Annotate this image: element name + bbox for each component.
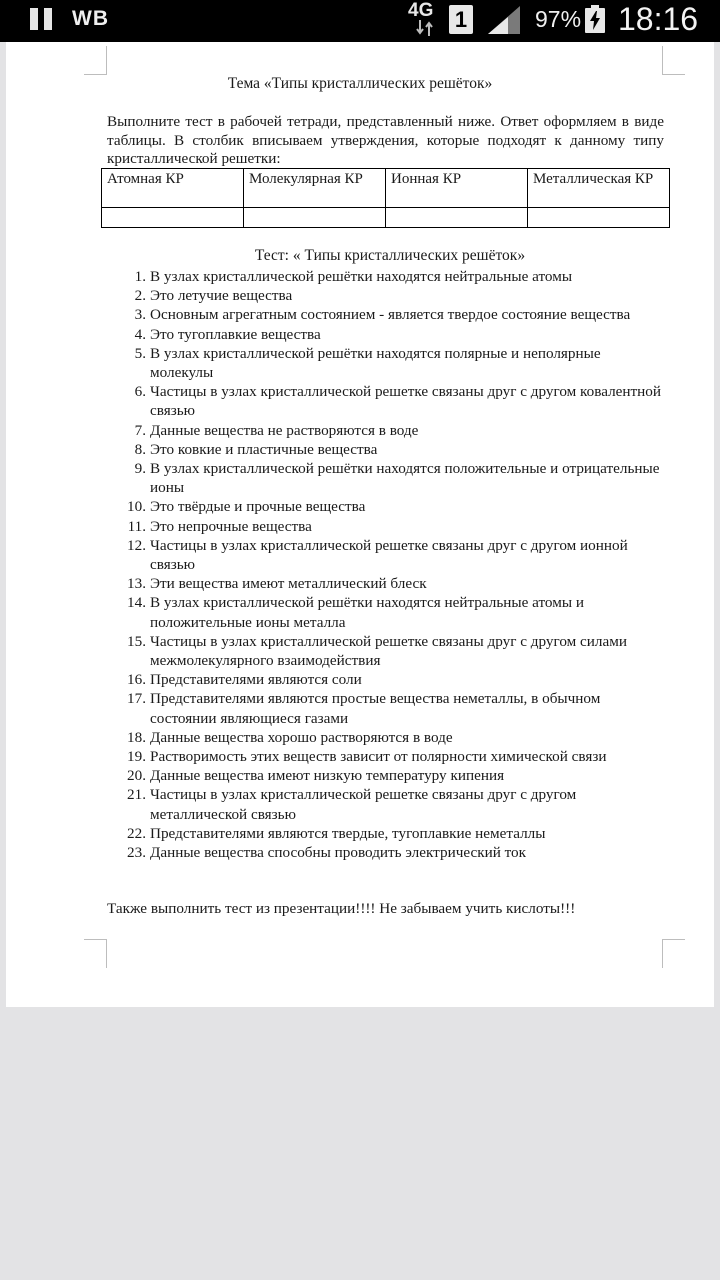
item-text: Частицы в узлах кристаллической решетке связаны друг с другом ковалентной связью	[150, 383, 662, 420]
item-text: В узлах кристаллической решётки находятся полярные и неполярные молекулы	[150, 344, 601, 382]
status-bar	[0, 0, 720, 42]
test-title: Тест: « Типы кристаллических решёток»	[254, 247, 526, 264]
margin-corner-marker	[84, 46, 107, 75]
item-number: 9.	[134, 460, 146, 478]
list-item	[126, 843, 666, 862]
list-item	[126, 344, 666, 382]
test-items-list	[126, 267, 666, 862]
list-item	[126, 286, 666, 305]
margin-corner-marker	[662, 939, 685, 968]
list-item	[126, 632, 666, 670]
item-text: Растворимость этих веществ зависит от полярности химической связи	[150, 748, 607, 766]
item-text: Это непрочные вещества	[150, 517, 312, 535]
list-item	[126, 440, 666, 459]
document-title: Тема «Типы кристаллических решёток»	[227, 75, 493, 92]
item-text: В узлах кристаллической решётки находятся нейтральные атомы и положительные ионы металла	[150, 594, 584, 631]
network-type-label: 4G	[408, 0, 434, 21]
item-number: 5.	[134, 344, 146, 362]
item-number: 14.	[127, 594, 146, 612]
item-text: Данные вещества способны проводить электрический ток	[150, 844, 527, 862]
item-text: Данные вещества не растворяются в воде	[150, 421, 419, 439]
item-number: 7.	[134, 421, 146, 439]
item-number: 20.	[127, 767, 146, 785]
network-type-icon	[408, 0, 440, 40]
item-number: 15.	[127, 632, 146, 650]
list-item	[126, 670, 666, 689]
list-item	[126, 497, 666, 516]
list-item	[126, 593, 666, 631]
signal-strength-icon	[486, 4, 522, 36]
item-number: 6.	[134, 383, 146, 401]
item-number: 10.	[127, 498, 146, 516]
item-text: В узлах кристаллической решётки находятся положительные и отрицательные ионы	[150, 460, 660, 497]
item-number: 1.	[134, 268, 146, 285]
table-header-cell: Ионная КР	[386, 169, 528, 208]
list-item	[126, 325, 666, 344]
item-text: Эти вещества имеют металлический блеск	[150, 575, 427, 593]
item-text: Это тугоплавкие вещества	[150, 325, 321, 343]
item-text: Данные вещества хорошо растворяются в воде	[150, 728, 453, 746]
instructions-paragraph: Выполните тест в рабочей тетради, представленный ниже. Ответ оформляем в виде таблицы. В столбик вписываем утверждения, которые подходят к данному типу кристаллической решетки:	[107, 113, 664, 168]
item-text: Это летучие вещества	[150, 287, 293, 305]
item-number: 3.	[134, 306, 146, 324]
item-text: Представителями являются соли	[150, 671, 362, 689]
list-item	[126, 459, 666, 497]
item-number: 13.	[127, 575, 146, 593]
list-item	[126, 267, 666, 286]
list-item	[126, 574, 666, 593]
item-number: 19.	[127, 748, 146, 766]
item-number: 11.	[127, 517, 146, 535]
document-page[interactable]	[6, 42, 714, 1007]
item-number: 23.	[127, 844, 146, 862]
item-number: 4.	[134, 325, 146, 343]
item-text: Это твёрдые и прочные вещества	[150, 498, 366, 516]
item-text: В узлах кристаллической решётки находятся нейтральные атомы	[150, 268, 573, 285]
item-number: 2.	[134, 287, 146, 305]
item-number: 18.	[127, 728, 146, 746]
pause-icon	[30, 8, 54, 30]
item-text: Представителями являются простые вещества неметаллы, в обычном состоянии являющиеся газами	[150, 690, 601, 727]
item-number: 17.	[127, 690, 146, 708]
list-item	[126, 536, 666, 574]
item-number: 22.	[127, 824, 146, 842]
item-number: 16.	[127, 671, 146, 689]
item-text: Представителями являются твердые, тугоплавкие неметаллы	[150, 824, 546, 842]
list-item	[126, 517, 666, 536]
clock: 18:16	[618, 1, 699, 37]
table-cell-empty	[244, 208, 386, 228]
sim-slot-icon: 1	[449, 5, 473, 34]
footer-note: Также выполнить тест из презентации!!!! Не забываем учить кислоты!!!	[107, 900, 576, 917]
list-item	[126, 305, 666, 324]
item-text: Это ковкие и пластичные вещества	[150, 440, 378, 458]
item-text: Основным агрегатным состоянием - является твердое состояние вещества	[150, 306, 631, 324]
carrier-label: WB	[72, 7, 109, 30]
table-header-cell: Молекулярная КР	[244, 169, 386, 208]
item-number: 21.	[127, 786, 146, 804]
item-text: Частицы в узлах кристаллической решетке связаны друг с другом силами межмолекулярного взаимодействия	[150, 632, 627, 670]
margin-corner-marker	[84, 939, 107, 968]
margin-corner-marker	[662, 46, 685, 75]
battery-percent: 97%	[535, 6, 582, 32]
table-cell-empty	[386, 208, 528, 228]
item-number: 8.	[134, 440, 146, 458]
item-text: Частицы в узлах кристаллической решетке связаны друг с другом ионной связью	[150, 536, 628, 574]
list-item	[126, 728, 666, 747]
list-item	[126, 824, 666, 843]
table-header-cell: Атомная КР	[102, 169, 244, 208]
table-cell-empty	[528, 208, 670, 228]
table-cell-empty	[102, 208, 244, 228]
item-text: Частицы в узлах кристаллической решетке связаны друг с другом металлической связью	[150, 786, 577, 823]
item-number: 12.	[127, 536, 146, 554]
battery-charging-icon	[585, 5, 605, 33]
item-text: Данные вещества имеют низкую температуру кипения	[150, 767, 505, 785]
answer-table	[101, 168, 670, 228]
list-item	[126, 785, 666, 823]
list-item	[126, 766, 666, 785]
list-item	[126, 689, 666, 727]
table-header-cell: Металлическая КР	[528, 169, 670, 208]
list-item	[126, 382, 666, 420]
list-item	[126, 421, 666, 440]
list-item	[126, 747, 666, 766]
